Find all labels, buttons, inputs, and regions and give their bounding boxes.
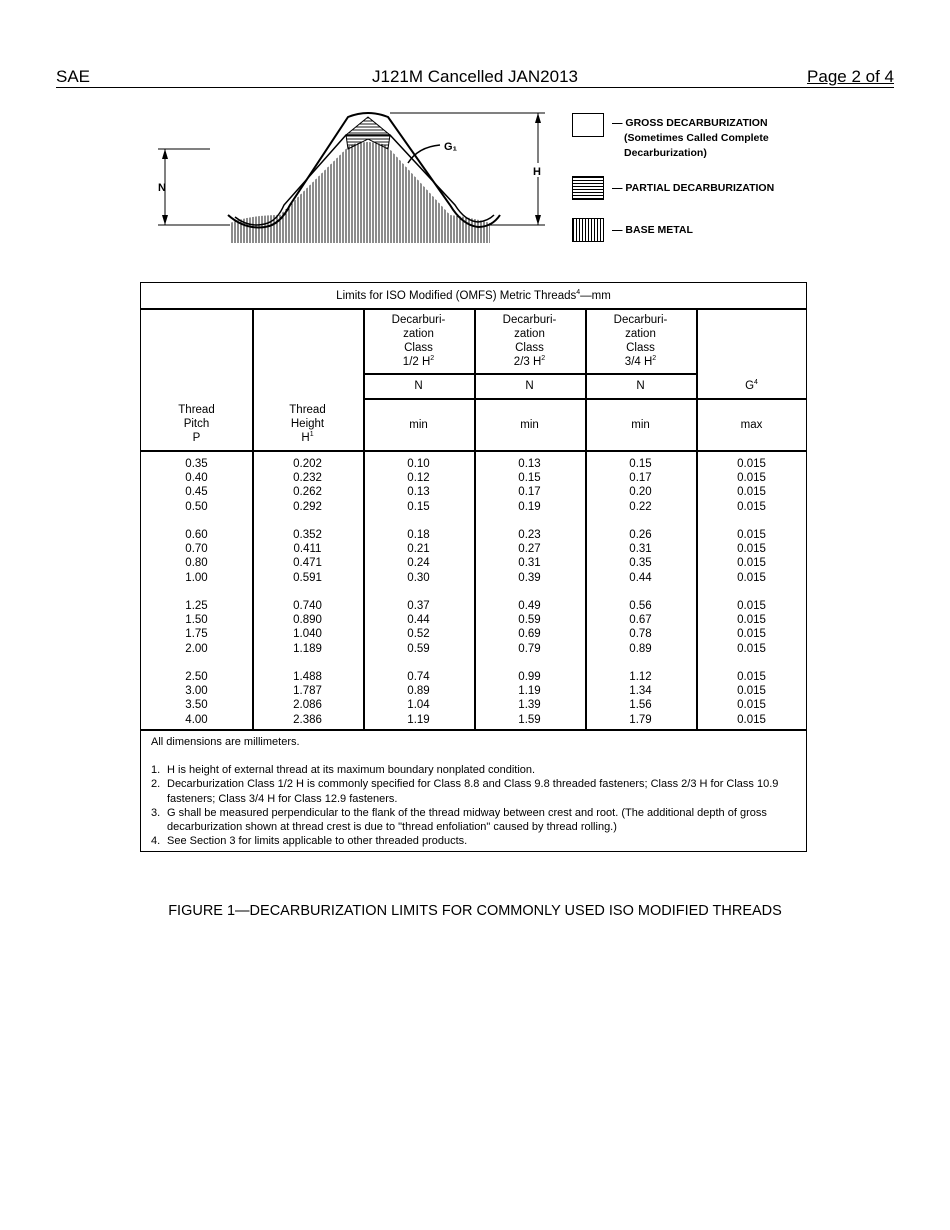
header-n-half: N <box>414 380 423 392</box>
legend-base-metal-label: — BASE METAL <box>612 224 693 236</box>
table-cell: 0.015 <box>737 699 766 712</box>
table-cell: 0.44 <box>407 614 430 627</box>
table-cell: 0.50 <box>185 500 208 513</box>
table-cell: 1.79 <box>629 713 652 726</box>
table-cell: 1.19 <box>407 713 430 726</box>
table-cell: 0.45 <box>185 486 208 499</box>
table-cell: 0.78 <box>629 628 652 641</box>
table-cell: 1.04 <box>407 699 430 712</box>
table-cell: 0.015 <box>737 642 766 655</box>
thread-decarburization-diagram <box>150 105 550 255</box>
table-cell: 0.19 <box>518 500 541 513</box>
table-cell: 4.00 <box>185 713 208 726</box>
table-cell: 0.49 <box>518 600 541 612</box>
table-cell: 0.74 <box>407 671 430 683</box>
table-cell: 0.70 <box>185 543 208 556</box>
note-4: 4. See Section 3 for limits applicable to other threaded products. <box>151 835 468 848</box>
table-cell: 0.52 <box>407 628 430 641</box>
table-cell: 0.015 <box>737 543 766 556</box>
table-cell: 1.040 <box>293 628 322 641</box>
notes-intro: All dimensions are millimeters. <box>151 736 300 748</box>
table-cell: 0.26 <box>629 529 652 541</box>
header-thread-height: Thread Height $H^1$ <box>289 404 326 444</box>
table-cell: 0.10 <box>407 458 430 470</box>
table-cell: 0.015 <box>737 671 766 683</box>
table-cell: 0.015 <box>737 472 766 485</box>
table-cell: 0.24 <box>407 557 430 570</box>
note-1: 1. H is height of external thread at its maximum boundary nonplated condition. <box>151 764 536 777</box>
dimension-n-label: N <box>158 182 166 194</box>
table-cell: 1.25 <box>185 600 208 612</box>
header-thread-pitch: Thread Pitch P <box>178 404 215 444</box>
column-class-twothird <box>474 457 585 727</box>
base-metal-region <box>230 142 490 243</box>
header-class-half: Decarburi- zation Class 1/2 $H^2$ <box>391 314 446 368</box>
header-class-threequarter: Decarburi- zation Class 3/4 $H^2$ <box>613 314 668 368</box>
table-cell: 0.80 <box>185 557 208 570</box>
table-cell: 0.35 <box>185 458 208 470</box>
column-class-half <box>363 457 474 727</box>
table-cell: 0.67 <box>629 614 652 627</box>
table-cell: 1.50 <box>185 614 208 627</box>
table-cell: 1.39 <box>518 699 541 712</box>
table-cell: 0.015 <box>737 571 766 584</box>
table-cell: 0.015 <box>737 500 766 513</box>
table-cell: 1.12 <box>629 671 652 683</box>
table-cell: 1.56 <box>629 699 652 712</box>
table-cell: 0.740 <box>293 600 322 612</box>
table-cell: 0.202 <box>293 458 322 470</box>
table-cell: 0.30 <box>407 571 430 584</box>
header-max: max <box>740 419 763 431</box>
table-cell: 0.015 <box>737 614 766 627</box>
table-cell: 2.086 <box>293 699 322 712</box>
table-cell: 0.40 <box>185 472 208 485</box>
table-cell: 1.75 <box>185 628 208 641</box>
table-cell: 0.99 <box>518 671 541 683</box>
table-cell: 1.59 <box>518 713 541 726</box>
column-class-threequarter <box>585 457 696 727</box>
header-g: $G^4$ <box>745 379 758 392</box>
table-cell: 0.232 <box>293 472 322 485</box>
table-cell: 0.13 <box>518 458 541 470</box>
table-cell: 0.39 <box>518 571 541 584</box>
table-cell: 1.19 <box>518 685 541 698</box>
header-n-threequarter: N <box>636 380 645 392</box>
table-cell: 0.17 <box>518 486 541 499</box>
table-cell: 1.189 <box>293 642 322 655</box>
table-cell: 0.21 <box>407 543 430 556</box>
table-cell: 0.60 <box>185 529 208 541</box>
table-cell: 0.31 <box>518 557 541 570</box>
table-cell: 0.15 <box>518 472 541 485</box>
note-3: 3. G shall be measured perpendicular to the flank of the thread midway between crest and root. (The additional depth of gross decarburization shown at thread crest is due to "thread enfoliation" caused by thread rolling.) <box>151 806 767 834</box>
table-cell: 0.23 <box>518 529 541 541</box>
table-cell: 0.352 <box>293 529 322 541</box>
gross-decarburization-swatch <box>572 113 604 137</box>
table-cell: 0.471 <box>293 557 322 570</box>
table-cell: 0.31 <box>629 543 652 556</box>
page-header <box>56 67 894 88</box>
table-cell: 1.787 <box>293 685 322 698</box>
legend-gross-sub1: (Sometimes Called Complete <box>624 132 769 144</box>
table-cell: 0.411 <box>293 543 322 556</box>
table-cell: 0.89 <box>629 642 652 655</box>
table-cell: 0.591 <box>293 571 322 584</box>
table-cell: 2.386 <box>293 713 322 726</box>
table-cell: 3.00 <box>185 685 208 698</box>
table-cell: 0.015 <box>737 685 766 698</box>
legend-gross-label: — GROSS DECARBURIZATION <box>612 117 768 129</box>
table-cell: 0.015 <box>737 529 766 541</box>
table-cell: 0.262 <box>293 486 322 499</box>
table-cell: 0.015 <box>737 713 766 726</box>
table-cell: 0.015 <box>737 628 766 641</box>
table-cell: 0.015 <box>737 557 766 570</box>
table-title: Limits for ISO Modified (OMFS) Metric Threads$^4$—mm <box>336 289 611 302</box>
table-cell: 0.15 <box>407 500 430 513</box>
table-cell: 0.59 <box>518 614 541 627</box>
table-cell: 0.69 <box>518 628 541 641</box>
table-cell: 2.50 <box>185 671 208 683</box>
table-notes <box>151 735 801 848</box>
legend-gross-sub2: Decarburization) <box>624 147 707 159</box>
table-cell: 0.20 <box>629 486 652 499</box>
column-thread-pitch <box>141 457 252 727</box>
table-cell: 0.22 <box>629 500 652 513</box>
table-cell: 0.79 <box>518 642 541 655</box>
table-cell: 1.34 <box>629 685 652 698</box>
table-cell: 0.015 <box>737 486 766 499</box>
table-cell: 0.37 <box>407 600 430 612</box>
base-metal-swatch <box>572 218 604 242</box>
table-cell: 0.44 <box>629 571 652 584</box>
table-cell: 1.488 <box>293 671 322 683</box>
figure-caption: FIGURE 1—DECARBURIZATION LIMITS FOR COMMONLY USED ISO MODIFIED THREADS <box>168 903 782 919</box>
table-cell: 3.50 <box>185 699 208 712</box>
table-cell: 1.00 <box>185 571 208 584</box>
table-cell: 0.27 <box>518 543 541 556</box>
table-cell: 2.00 <box>185 642 208 655</box>
table-cell: 0.17 <box>629 472 652 485</box>
header-min-half: min <box>409 419 428 431</box>
table-cell: 0.59 <box>407 642 430 655</box>
table-cell: 0.18 <box>407 529 430 541</box>
column-g-max <box>696 457 807 727</box>
note-2: 2. Decarburization Class 1/2 H is commonly specified for Class 8.8 and Class 9.8 threaded fasteners; Class 2/3 H for Class 10.9 fasteners; Class 3/4 H for Class 12.9 fasteners. <box>151 778 779 805</box>
table-cell: 0.890 <box>293 614 322 627</box>
header-page-number: Page 2 of 4 <box>807 67 894 86</box>
header-class-twothird: Decarburi- zation Class 2/3 $H^2$ <box>502 314 557 368</box>
dimension-g1-label: G₁ <box>444 141 458 153</box>
table-cell: 0.015 <box>737 458 766 470</box>
header-n-twothird: N <box>525 380 534 392</box>
table-cell: 0.89 <box>407 685 430 698</box>
table-cell: 0.15 <box>629 458 652 470</box>
partial-decarburization-swatch <box>572 176 604 200</box>
decarburization-limits-table <box>140 282 807 852</box>
table-cell: 0.35 <box>629 557 652 570</box>
header-min-threequarter: min <box>631 419 650 431</box>
header-org: SAE <box>56 67 91 86</box>
table-cell: 0.015 <box>737 600 766 612</box>
table-cell: 0.56 <box>629 600 652 612</box>
table-cell: 0.13 <box>407 486 430 499</box>
dimension-h-label: H <box>533 166 541 178</box>
header-min-twothird: min <box>520 419 539 431</box>
table-cell: 0.12 <box>407 472 430 485</box>
legend-partial-label: — PARTIAL DECARBURIZATION <box>612 182 775 194</box>
column-thread-height <box>252 457 363 727</box>
header-doc-id: J121M Cancelled JAN2013 <box>371 67 578 86</box>
table-cell: 0.292 <box>293 500 322 513</box>
